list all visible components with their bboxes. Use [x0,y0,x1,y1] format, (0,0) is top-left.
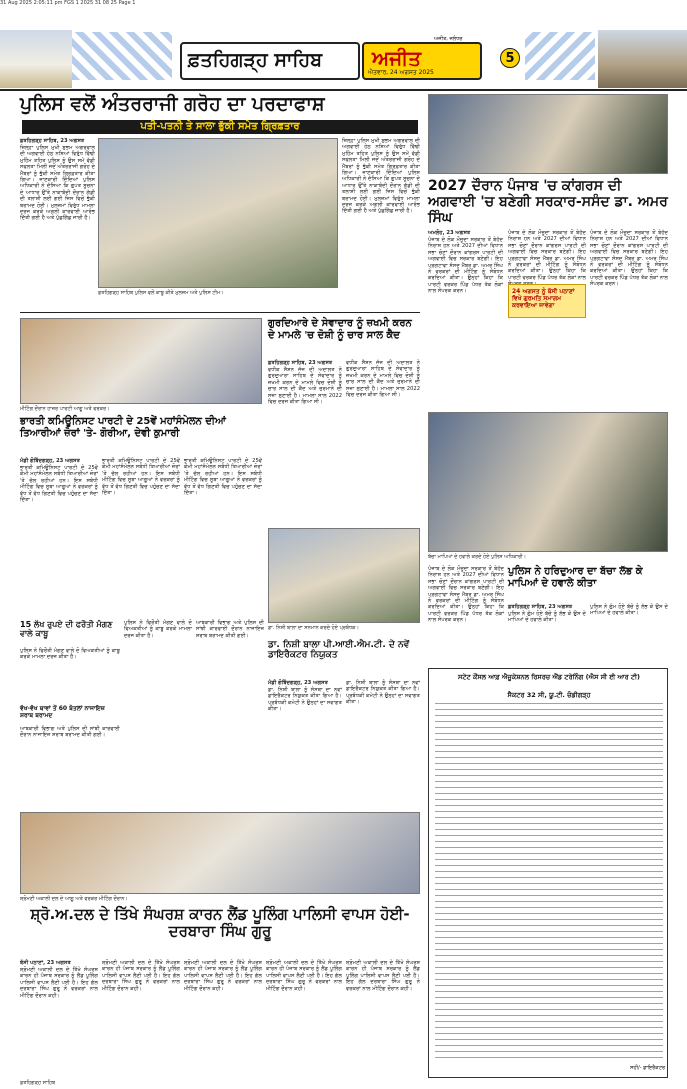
story7-caption: ਡਾ. ਨਿਸ਼ੀ ਬਾਲਾ ਦਾ ਸਨਮਾਨ ਕਰਦੇ ਹੋਏ ਪ੍ਰਬੰਧਕ। [268,625,359,631]
story1-dateline: ਫ਼ਤਹਿਗੜ੍ਹ ਸਾਹਿਬ, 23 ਅਗਸਤ [20,138,85,144]
story2-body: ਪੰਜਾਬ ਦੇ ਲੋਕ ਮੌਜੂਦਾ ਸਰਕਾਰ ਤੋਂ ਬੇਹੱਦ ਨਿਰਾਸ਼ ਹਨ ਅਤੇ 2027 ਦੀਆਂ ਵਿਧਾਨ ਸਭਾ ਚੋਣਾਂ ਦੌਰਾਨ ਕਾਂਗਰਸ ਪਾਰਟੀ ਦੀ ਅਗਵਾਈ ਵਿਚ ਸਰਕਾਰ ਬਣੇਗੀ। ਇਹ ਪ੍ਰਗਟਾਵਾ ਸੰਸਦ ਮੈਂਬਰ ਡਾ. ਅਮਰ ਸਿੰਘ ਨੇ ਵਰਕਰਾਂ ਦੀ ਮੀਟਿੰਗ ਨੂੰ ਸੰਬੋਧਨ ਕਰਦਿਆਂ ਕੀਤਾ। ਉਨ੍ਹਾਂ ਕਿਹਾ ਕਿ ਪਾਰਟੀ ਵਰਕਰ ਪਿੰਡ ਪੱਧਰ ਤੱਕ ਲੋਕਾਂ ਨਾਲ ਸੰਪਰਕ ਕਰਨ। [428,237,503,295]
story9-body-col3: ਸ਼੍ਰੋਮਣੀ ਅਕਾਲੀ ਦਲ ਦੇ ਤਿੱਖੇ ਸੰਘਰਸ਼ ਕਾਰਨ ਹੀ ਪੰਜਾਬ ਸਰਕਾਰ ਨੂੰ ਲੈਂਡ ਪੂਲਿੰਗ ਪਾਲਿਸੀ ਵਾਪਸ ਲੈਣੀ ਪਈ ਹੈ। ਇਹ ਗੱਲ ਦਰਬਾਰਾ ਸਿੰਘ ਗੁਰੂ ਨੇ ਵਰਕਰਾਂ ਨਾਲ ਮੀਟਿੰਗ ਦੌਰਾਨ ਕਹੀ। [184,960,262,992]
story1-headline: ਪੁਲਿਸ ਵਲੋਂ ਅੰਤਰਰਾਜੀ ਗਰੋਹ ਦਾ ਪਰਦਾਫਾਸ਼ [20,93,325,115]
bottom-photo [20,812,420,894]
masthead-title-box [180,42,360,80]
story9-body-col4: ਸ਼੍ਰੋਮਣੀ ਅਕਾਲੀ ਦਲ ਦੇ ਤਿੱਖੇ ਸੰਘਰਸ਼ ਕਾਰਨ ਹੀ ਪੰਜਾਬ ਸਰਕਾਰ ਨੂੰ ਲੈਂਡ ਪੂਲਿੰਗ ਪਾਲਿਸੀ ਵਾਪਸ ਲੈਣੀ ਪਈ ਹੈ। ਇਹ ਗੱਲ ਦਰਬਾਰਾ ਸਿੰਘ ਗੁਰੂ ਨੇ ਵਰਕਰਾਂ ਨਾਲ ਮੀਟਿੰਗ ਦੌਰਾਨ ਕਹੀ। [266,960,342,992]
masthead [0,10,687,88]
story9-body-col2: ਸ਼੍ਰੋਮਣੀ ਅਕਾਲੀ ਦਲ ਦੇ ਤਿੱਖੇ ਸੰਘਰਸ਼ ਕਾਰਨ ਹੀ ਪੰਜਾਬ ਸਰਕਾਰ ਨੂੰ ਲੈਂਡ ਪੂਲਿੰਗ ਪਾਲਿਸੀ ਵਾਪਸ ਲੈਣੀ ਪਈ ਹੈ। ਇਹ ਗੱਲ ਦਰਬਾਰਾ ਸਿੰਘ ਗੁਰੂ ਨੇ ਵਰਕਰਾਂ ਨਾਲ ਮੀਟਿੰਗ ਦੌਰਾਨ ਕਹੀ। [102,960,180,992]
brand-box [362,36,482,80]
story4-body: ਭਾਰਤੀ ਕਮਿਊਨਿਸਟ ਪਾਰਟੀ ਦੇ 25ਵੇਂ ਕੌਮੀ ਮਹਾਂਸੰਮੇਲਨ ਸਬੰਧੀ ਤਿਆਰੀਆਂ ਜ਼ੋਰਾਂ 'ਤੇ ਚੱਲ ਰਹੀਆਂ ਹਨ। ਇਸ ਸਬੰਧੀ ਮੀਟਿੰਗ ਵਿਚ ਸੂਬਾ ਆਗੂਆਂ ਨੇ ਵਰਕਰਾਂ ਨੂੰ ਵੱਧ ਤੋਂ ਵੱਧ ਗਿਣਤੀ ਵਿਚ ਪਹੁੰਚਣ ਦਾ ਸੱਦਾ ਦਿੱਤਾ। [20,465,98,504]
story2-body-col2: ਪੰਜਾਬ ਦੇ ਲੋਕ ਮੌਜੂਦਾ ਸਰਕਾਰ ਤੋਂ ਬੇਹੱਦ ਨਿਰਾਸ਼ ਹਨ ਅਤੇ 2027 ਦੀਆਂ ਵਿਧਾਨ ਸਭਾ ਚੋਣਾਂ ਦੌਰਾਨ ਕਾਂਗਰਸ ਪਾਰਟੀ ਦੀ ਅਗਵਾਈ ਵਿਚ ਸਰਕਾਰ ਬਣੇਗੀ। ਇਹ ਪ੍ਰਗਟਾਵਾ ਸੰਸਦ ਮੈਂਬਰ ਡਾ. ਅਮਰ ਸਿੰਘ ਨੇ ਵਰਕਰਾਂ ਦੀ ਮੀਟਿੰਗ ਨੂੰ ਸੰਬੋਧਨ ਕਰਦਿਆਂ ਕੀਤਾ। ਉਨ੍ਹਾਂ ਕਿਹਾ ਕਿ ਪਾਰਟੀ ਵਰਕਰ ਪਿੰਡ ਪੱਧਰ ਤੱਕ ਲੋਕਾਂ ਨਾਲ [508,230,586,281]
story4-headline: ਭਾਰਤੀ ਕਮਿਊਨਿਸਟ ਪਾਰਟੀ ਦੇ 25ਵੇਂ ਮਹਾਂਸੰਮੇਲਨ ਦੀਆਂ ਤਿਆਰੀਆਂ ਜ਼ੋਰਾਂ 'ਤੇ- ਗੋਰੀਆ, ਦੇਵੀ ਕੁਮਾਰੀ [20,416,226,439]
story1-photo [98,138,338,288]
page-title: ਫ਼ਤਹਿਗੜ੍ਹ ਸਾਹਿਬ [188,49,323,71]
story7-dateline: ਮੰਡੀ ਗੋਬਿੰਦਗੜ੍ਹ, 23 ਅਗਸਤ [268,680,328,686]
story4-dateline: ਮੰਡੀ ਗੋਬਿੰਦਗੜ੍ਹ, 23 ਅਗਸਤ [20,458,80,464]
story1-caption: ਫ਼ਤਹਿਗੜ੍ਹ ਸਾਹਿਬ ਪੁਲਿਸ ਵਲੋਂ ਕਾਬੂ ਕੀਤੇ ਮੁਲਜ਼ਮ ਅਤੇ ਪੁਲਿਸ ਟੀਮ। [98,290,224,296]
divider [20,312,420,313]
print-slug: 31 Aug 2025 2:05:11 pm FGS 1 2025 31 08 25 Page 1 [0,0,136,6]
story2-dateline: ਅਮਲੋਹ, 23 ਅਗਸਤ [428,230,471,236]
masthead-pattern-right [525,32,595,80]
story4-body-col3: ਭਾਰਤੀ ਕਮਿਊਨਿਸਟ ਪਾਰਟੀ ਦੇ 25ਵੇਂ ਕੌਮੀ ਮਹਾਂਸੰਮੇਲਨ ਸਬੰਧੀ ਤਿਆਰੀਆਂ ਜ਼ੋਰਾਂ 'ਤੇ ਚੱਲ ਰਹੀਆਂ ਹਨ। ਇਸ ਸਬੰਧੀ ਮੀਟਿੰਗ ਵਿਚ ਸੂਬਾ ਆਗੂਆਂ ਨੇ ਵਰਕਰਾਂ ਨੂੰ ਵੱਧ ਤੋਂ ਵੱਧ ਗਿਣਤੀ ਵਿਚ ਪਹੁੰਚਣ ਦਾ ਸੱਦਾ ਦਿੱਤਾ। [184,458,262,497]
page-number: 5 [500,48,520,68]
story7-body: ਡਾ. ਨਿਸ਼ੀ ਬਾਲਾ ਨੂੰ ਸੰਸਥਾ ਦਾ ਨਵਾਂ ਡਾਇਰੈਕਟਰ ਨਿਯੁਕਤ ਕੀਤਾ ਗਿਆ ਹੈ। ਪ੍ਰਬੰਧਕੀ ਕਮੇਟੀ ਨੇ ਉਨ੍ਹਾਂ ਦਾ ਸਵਾਗਤ ਕੀਤਾ। [268,687,342,713]
story6-body: ਆਬਕਾਰੀ ਵਿਭਾਗ ਅਤੇ ਪੁਲਿਸ ਦੀ ਸਾਂਝੀ ਕਾਰਵਾਈ ਦੌਰਾਨ ਨਾਜਾਇਜ਼ ਸ਼ਰਾਬ ਬਰਾਮਦ ਕੀਤੀ ਗਈ। [20,726,120,739]
story2-body-col3: ਪੰਜਾਬ ਦੇ ਲੋਕ ਮੌਜੂਦਾ ਸਰਕਾਰ ਤੋਂ ਬੇਹੱਦ ਨਿਰਾਸ਼ ਹਨ ਅਤੇ 2027 ਦੀਆਂ ਵਿਧਾਨ ਸਭਾ ਚੋਣਾਂ ਦੌਰਾਨ ਕਾਂਗਰਸ ਪਾਰਟੀ ਦੀ ਅਗਵਾਈ ਵਿਚ ਸਰਕਾਰ ਬਣੇਗੀ। ਇਹ ਪ੍ਰਗਟਾਵਾ ਸੰਸਦ ਮੈਂਬਰ ਡਾ. ਅਮਰ ਸਿੰਘ ਨੇ ਵਰਕਰਾਂ ਦੀ ਮੀਟਿੰਗ ਨੂੰ ਸੰਬੋਧਨ ਕਰਦਿਆਂ ਕੀਤਾ। ਉਨ੍ਹਾਂ ਕਿਹਾ ਕਿ ਪਾਰਟੀ ਵਰਕਰ ਪਿੰਡ ਪੱਧਰ ਤੱਕ ਲੋਕਾਂ ਨਾਲ ਸੰਪਰਕ ਕਰਨ। [590,230,668,288]
story8-body: ਪੁਲਿਸ ਨੇ ਗੁੰਮ ਹੋਏ ਬੱਚੇ ਨੂੰ ਲੱਭ ਕੇ ਉਸ ਦੇ ਮਾਪਿਆਂ ਦੇ ਹਵਾਲੇ ਕੀਤਾ। [508,611,586,624]
story7-body-col2: ਡਾ. ਨਿਸ਼ੀ ਬਾਲਾ ਨੂੰ ਸੰਸਥਾ ਦਾ ਨਵਾਂ ਡਾਇਰੈਕਟਰ ਨਿਯੁਕਤ ਕੀਤਾ ਗਿਆ ਹੈ। ਪ੍ਰਬੰਧਕੀ ਕਮੇਟੀ ਨੇ ਉਨ੍ਹਾਂ ਦਾ ਸਵਾਗਤ ਕੀਤਾ। [346,680,420,706]
masthead-right-photo [598,30,687,88]
issue-date: ਐਤਵਾਰ, 24 ਅਗਸਤ 2025 [368,69,434,76]
story2-photo [428,94,668,174]
notice-signoff: ਸਹੀ/- ਡਾਇਰੈਕਟਰ [630,1065,665,1071]
story1-body-col3: ਜ਼ਿਲ੍ਹਾ ਪੁਲਿਸ ਮੁਖੀ ਸ਼ੁਭਮ ਅਗਰਵਾਲ ਦੀ ਅਗਵਾਈ ਹੇਠ ਨਸ਼ਿਆਂ ਵਿਰੁੱਧ ਵਿੱਢੀ ਮੁਹਿੰਮ ਤਹਿਤ ਪੁਲਿਸ ਨੂੰ ਉਸ ਸਮੇਂ ਵੱਡੀ ਸਫਲਤਾ ਮਿਲੀ ਜਦੋਂ ਅੰਤਰਰਾਜੀ ਗਰੋਹ ਦੇ ਮੈਂਬਰਾਂ ਨੂੰ ਭੁੱਕੀ ਸਮੇਤ ਗ੍ਰਿਫ਼ਤਾਰ ਕੀਤਾ ਗਿਆ। ਜਾਣਕਾਰੀ ਦਿੰਦਿਆਂ ਪੁਲਿਸ ਅਧਿਕਾਰੀ ਨੇ ਦੱਸਿਆ ਕਿ ਗੁਪਤ ਸੂਚਨਾ ਦੇ ਆਧਾਰ ਉੱਤੇ ਨਾਕਾਬੰਦੀ ਦੌਰਾਨ ਗੱਡੀ ਦੀ ਤਲਾਸ਼ੀ ਲਈ ਗਈ ਜਿਸ ਵਿਚੋਂ ਭੁੱਕੀ ਬਰਾਮਦ ਹੋਈ। ਮੁਲਜ਼ਮਾਂ ਵਿਰੁੱਧ ਮਾਮਲਾ ਦਰਜ ਕਰਕੇ ਅਗਲੀ ਕਾਰਵਾਈ ਆਰੰਭ ਦਿੱਤੀ ਗਈ ਹੈ ਅਤੇ ਪੁੱਛਗਿੱਛ ਜਾਰੀ ਹੈ। [342,138,420,215]
story4-caption: ਮੀਟਿੰਗ ਦੌਰਾਨ ਹਾਜ਼ਰ ਪਾਰਟੀ ਆਗੂ ਅਤੇ ਵਰਕਰ। [20,406,110,412]
story2-callout-text: 24 ਅਗਸਤ ਨੂੰ ਬੱਸੀ ਪਠਾਣਾਂ ਵਿਖੇ ਗੁਰਮਤਿ ਸਮਾਗਮ ਕਰਵਾਇਆ ਜਾਵੇਗਾ [512,288,575,309]
footer-slug: ਫ਼ਤਹਿਗੜ੍ਹ ਸਾਹਿਬ [20,1080,56,1086]
story4-photo [20,318,262,404]
story5-body: ਪੁਲਿਸ ਨੇ ਫਿਰੌਤੀ ਮੰਗਣ ਵਾਲੇ ਦੋ ਵਿਅਕਤੀਆਂ ਨੂੰ ਕਾਬੂ ਕਰਕੇ ਮਾਮਲਾ ਦਰਜ ਕੀਤਾ ਹੈ। [20,648,120,661]
story8-headline: ਪੁਲਿਸ ਨੇ ਹਰਿਦੁਆਰ ਦਾ ਬੱਚਾ ਲੱਭ ਕੇ ਮਾਪਿਆਂ ਦੇ ਹਵਾਲੇ ਕੀਤਾ [508,566,643,589]
story3-dateline: ਫ਼ਤਹਿਗੜ੍ਹ ਸਾਹਿਬ, 23 ਅਗਸਤ [268,360,333,366]
story7-headline: ਡਾ. ਨਿਸ਼ੀ ਬਾਲਾ ਪੀ.ਆਈ.ਐਮ.ਟੀ. ਦੇ ਨਵੇਂ ਡਾਇਰੈਕਟਰ ਨਿਯੁਕਤ [268,640,410,661]
story5-headline: 15 ਲੱਖ ਰੁਪਏ ਦੀ ਫਰੌਤੀ ਮੰਗਣ ਵਾਲੇ ਕਾਬੂ [20,620,113,639]
story9-dateline: ਬੱਸੀ ਪਠਾਣਾਂ, 23 ਅਗਸਤ [20,960,71,966]
story3-body: ਵਧੀਕ ਸੈਸ਼ਨ ਜੱਜ ਦੀ ਅਦਾਲਤ ਨੇ ਗੁਰਦੁਆਰਾ ਸਾਹਿਬ ਦੇ ਸੇਵਾਦਾਰ ਨੂੰ ਜ਼ਖਮੀ ਕਰਨ ਦੇ ਮਾਮਲੇ ਵਿਚ ਦੋਸ਼ੀ ਨੂੰ ਚਾਰ ਸਾਲ ਦੀ ਕੈਦ ਅਤੇ ਜੁਰਮਾਨੇ ਦੀ ਸਜ਼ਾ ਸੁਣਾਈ ਹੈ। ਮਾਮਲਾ ਸਾਲ 2022 ਵਿਚ ਦਰਜ ਕੀਤਾ ਗਿਆ ਸੀ। [268,367,342,406]
edition-label: ਅਜੀਤ, ਜਲੰਧਰ [434,36,463,42]
story9-caption: ਸ਼੍ਰੋਮਣੀ ਅਕਾਲੀ ਦਲ ਦੇ ਆਗੂ ਅਤੇ ਵਰਕਰ ਮੀਟਿੰਗ ਦੌਰਾਨ। [20,896,128,902]
story5-body-col2: ਪੁਲਿਸ ਨੇ ਫਿਰੌਤੀ ਮੰਗਣ ਵਾਲੇ ਦੋ ਵਿਅਕਤੀਆਂ ਨੂੰ ਕਾਬੂ ਕਰਕੇ ਮਾਮਲਾ ਦਰਜ ਕੀਤਾ ਹੈ। [124,620,192,639]
notice-body [435,703,663,1063]
brand-logo: ਅਜੀਤ [372,46,422,70]
story3-body-col2: ਵਧੀਕ ਸੈਸ਼ਨ ਜੱਜ ਦੀ ਅਦਾਲਤ ਨੇ ਗੁਰਦੁਆਰਾ ਸਾਹਿਬ ਦੇ ਸੇਵਾਦਾਰ ਨੂੰ ਜ਼ਖਮੀ ਕਰਨ ਦੇ ਮਾਮਲੇ ਵਿਚ ਦੋਸ਼ੀ ਨੂੰ ਚਾਰ ਸਾਲ ਦੀ ਕੈਦ ਅਤੇ ਜੁਰਮਾਨੇ ਦੀ ਸਜ਼ਾ ਸੁਣਾਈ ਹੈ। ਮਾਮਲਾ ਸਾਲ 2022 ਵਿਚ ਦਰਜ ਕੀਤਾ ਗਿਆ ਸੀ। [346,360,420,399]
masthead-pattern-left [72,32,172,80]
notice-address: ਸੈਕਟਰ 32 ਸੀ, ਯੂ.ਟੀ. ਚੰਡੀਗੜ੍ਹ [507,691,591,699]
story8-dateline: ਫ਼ਤਹਿਗੜ੍ਹ ਸਾਹਿਬ, 23 ਅਗਸਤ [508,604,573,610]
story8-body-col2: ਪੁਲਿਸ ਨੇ ਗੁੰਮ ਹੋਏ ਬੱਚੇ ਨੂੰ ਲੱਭ ਕੇ ਉਸ ਦੇ ਮਾਪਿਆਂ ਦੇ ਹਵਾਲੇ ਕੀਤਾ। [590,604,668,617]
story7-photo [268,528,420,623]
masthead-rule [0,89,687,91]
masthead-left-photo [0,30,72,88]
story9-headline: ਸ਼੍ਰੋ.ਅ.ਦਲ ਦੇ ਤਿੱਖੇ ਸੰਘਰਸ਼ ਕਾਰਨ ਲੈਂਡ ਪੂਲਿੰਗ ਪਾਲਿਸੀ ਵਾਪਸ ਹੋਈ-ਦਰਬਾਰਾ ਸਿੰਘ ਗੁਰੂ [30,905,410,941]
story9-body-col5: ਸ਼੍ਰੋਮਣੀ ਅਕਾਲੀ ਦਲ ਦੇ ਤਿੱਖੇ ਸੰਘਰਸ਼ ਕਾਰਨ ਹੀ ਪੰਜਾਬ ਸਰਕਾਰ ਨੂੰ ਲੈਂਡ ਪੂਲਿੰਗ ਪਾਲਿਸੀ ਵਾਪਸ ਲੈਣੀ ਪਈ ਹੈ। ਇਹ ਗੱਲ ਦਰਬਾਰਾ ਸਿੰਘ ਗੁਰੂ ਨੇ ਵਰਕਰਾਂ ਨਾਲ ਮੀਟਿੰਗ ਦੌਰਾਨ ਕਹੀ। [346,960,420,992]
story9-body: ਸ਼੍ਰੋਮਣੀ ਅਕਾਲੀ ਦਲ ਦੇ ਤਿੱਖੇ ਸੰਘਰਸ਼ ਕਾਰਨ ਹੀ ਪੰਜਾਬ ਸਰਕਾਰ ਨੂੰ ਲੈਂਡ ਪੂਲਿੰਗ ਪਾਲਿਸੀ ਵਾਪਸ ਲੈਣੀ ਪਈ ਹੈ। ਇਹ ਗੱਲ ਦਰਬਾਰਾ ਸਿੰਘ ਗੁਰੂ ਨੇ ਵਰਕਰਾਂ ਨਾਲ ਮੀਟਿੰਗ ਦੌਰਾਨ ਕਹੀ। [20,967,98,999]
story2-callout [508,284,586,318]
story3-headline: ਗੁਰਦਿਆਰੇ ਦੇ ਸੇਵਾਦਾਰ ਨੂੰ ਜ਼ਖਮੀ ਕਰਨ ਦੇ ਮਾਮਲੇ 'ਚ ਦੋਸ਼ੀ ਨੂੰ ਚਾਰ ਸਾਲ ਕੈਦ [268,318,412,341]
story2-headline: 2027 ਦੌਰਾਨ ਪੰਜਾਬ 'ਚ ਕਾਂਗਰਸ ਦੀ ਅਗਵਾਈ 'ਚ ਬਣੇਗੀ ਸਰਕਾਰ-ਸਸੰਦ ਡਾ. ਅਮਰ ਸਿੰਘ [428,178,668,227]
govt-notice [428,668,668,1078]
story8-photo [428,412,668,552]
story1-body: ਜ਼ਿਲ੍ਹਾ ਪੁਲਿਸ ਮੁਖੀ ਸ਼ੁਭਮ ਅਗਰਵਾਲ ਦੀ ਅਗਵਾਈ ਹੇਠ ਨਸ਼ਿਆਂ ਵਿਰੁੱਧ ਵਿੱਢੀ ਮੁਹਿੰਮ ਤਹਿਤ ਪੁਲਿਸ ਨੂੰ ਉਸ ਸਮੇਂ ਵੱਡੀ ਸਫਲਤਾ ਮਿਲੀ ਜਦੋਂ ਅੰਤਰਰਾਜੀ ਗਰੋਹ ਦੇ ਮੈਂਬਰਾਂ ਨੂੰ ਭੁੱਕੀ ਸਮੇਤ ਗ੍ਰਿਫ਼ਤਾਰ ਕੀਤਾ ਗਿਆ। ਜਾਣਕਾਰੀ ਦਿੰਦਿਆਂ ਪੁਲਿਸ ਅਧਿਕਾਰੀ ਨੇ ਦੱਸਿਆ ਕਿ ਗੁਪਤ ਸੂਚਨਾ ਦੇ ਆਧਾਰ ਉੱਤੇ ਨਾਕਾਬੰਦੀ ਦੌਰਾਨ ਗੱਡੀ ਦੀ ਤਲਾਸ਼ੀ ਲਈ ਗਈ ਜਿਸ ਵਿਚੋਂ ਭੁੱਕੀ ਬਰਾਮਦ ਹੋਈ। ਮੁਲਜ਼ਮਾਂ ਵਿਰੁੱਧ ਮਾਮਲਾ ਦਰਜ ਕਰਕੇ ਅਗਲੀ ਕਾਰਵਾਈ ਆਰੰਭ ਦਿੱਤੀ ਗਈ ਹੈ ਅਤੇ ਪੁੱਛਗਿੱਛ ਜਾਰੀ ਹੈ। [20,145,95,222]
story4-body-col2: ਭਾਰਤੀ ਕਮਿਊਨਿਸਟ ਪਾਰਟੀ ਦੇ 25ਵੇਂ ਕੌਮੀ ਮਹਾਂਸੰਮੇਲਨ ਸਬੰਧੀ ਤਿਆਰੀਆਂ ਜ਼ੋਰਾਂ 'ਤੇ ਚੱਲ ਰਹੀਆਂ ਹਨ। ਇਸ ਸਬੰਧੀ ਮੀਟਿੰਗ ਵਿਚ ਸੂਬਾ ਆਗੂਆਂ ਨੇ ਵਰਕਰਾਂ ਨੂੰ ਵੱਧ ਤੋਂ ਵੱਧ ਗਿਣਤੀ ਵਿਚ ਪਹੁੰਚਣ ਦਾ ਸੱਦਾ ਦਿੱਤਾ। [102,458,180,497]
story1-subhead: ਪਤੀ-ਪਤਨੀ ਤੇ ਸਾਲਾ ਭੁੱਕੀ ਸਮੇਤ ਗ੍ਰਿਫ਼ਤਾਰ [22,120,418,134]
story8-caption: ਬੱਚਾ ਮਾਪਿਆਂ ਦੇ ਹਵਾਲੇ ਕਰਦੇ ਹੋਏ ਪੁਲਿਸ ਅਧਿਕਾਰੀ। [428,554,527,560]
story2-body-side: ਪੰਜਾਬ ਦੇ ਲੋਕ ਮੌਜੂਦਾ ਸਰਕਾਰ ਤੋਂ ਬੇਹੱਦ ਨਿਰਾਸ਼ ਹਨ ਅਤੇ 2027 ਦੀਆਂ ਵਿਧਾਨ ਸਭਾ ਚੋਣਾਂ ਦੌਰਾਨ ਕਾਂਗਰਸ ਪਾਰਟੀ ਦੀ ਅਗਵਾਈ ਵਿਚ ਸਰਕਾਰ ਬਣੇਗੀ। ਇਹ ਪ੍ਰਗਟਾਵਾ ਸੰਸਦ ਮੈਂਬਰ ਡਾ. ਅਮਰ ਸਿੰਘ ਨੇ ਵਰਕਰਾਂ ਦੀ ਮੀਟਿੰਗ ਨੂੰ ਸੰਬੋਧਨ ਕਰਦਿਆਂ ਕੀਤਾ। ਉਨ੍ਹਾਂ ਕਿਹਾ ਕਿ ਪਾਰਟੀ ਵਰਕਰ ਪਿੰਡ ਪੱਧਰ ਤੱਕ ਲੋਕਾਂ ਨਾਲ ਸੰਪਰਕ ਕਰਨ। [428,566,504,624]
notice-title: ਸਟੇਟ ਕੌਂਸਲ ਆਫ਼ ਐਜੂਕੇਸ਼ਨਲ ਰਿਸਰਚ ਐਂਡ ਟਰੇਨਿੰਗ (ਐਸ ਸੀ ਈ ਆਰ ਟੀ) [458,673,640,681]
story6-headline: ਵੱਖ-ਵੱਖ ਥਾਵਾਂ ਤੋਂ 60 ਬੋਤਲਾਂ ਨਾਜਾਇਜ਼ ਸ਼ਰਾਬ ਬਰਾਮਦ [20,705,105,719]
story6-body-col2: ਆਬਕਾਰੀ ਵਿਭਾਗ ਅਤੇ ਪੁਲਿਸ ਦੀ ਸਾਂਝੀ ਕਾਰਵਾਈ ਦੌਰਾਨ ਨਾਜਾਇਜ਼ ਸ਼ਰਾਬ ਬਰਾਮਦ ਕੀਤੀ ਗਈ। [196,620,264,639]
